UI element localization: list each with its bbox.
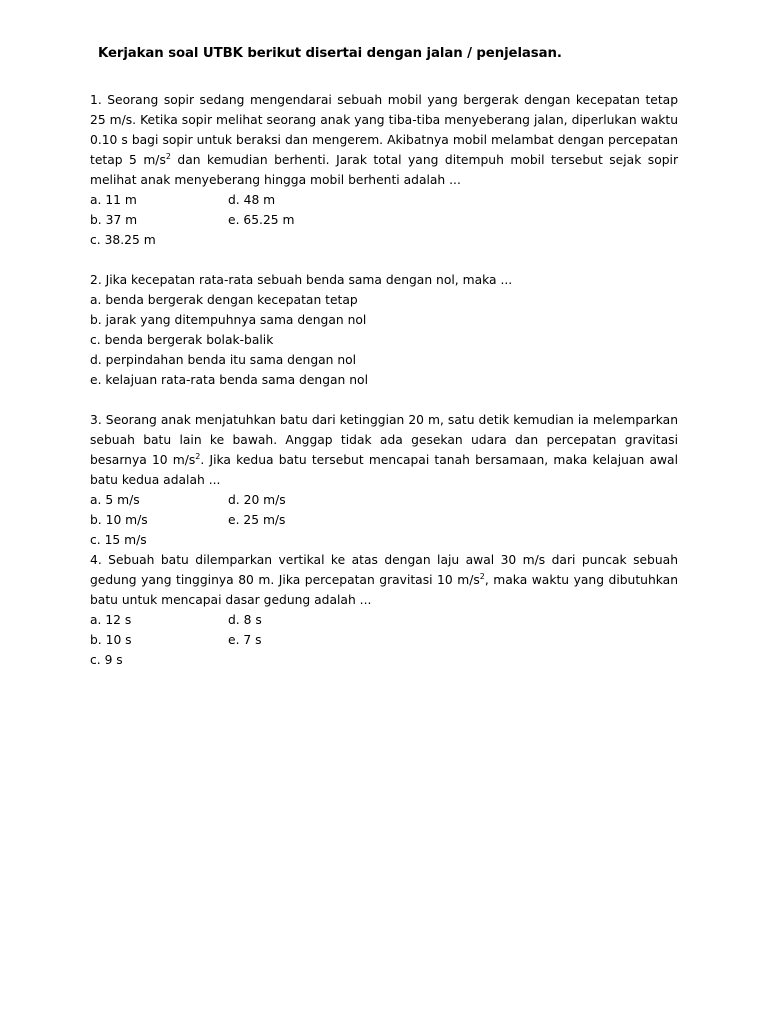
question-2-option-d: d. perpindahan benda itu sama dengan nol xyxy=(90,353,357,367)
question-4-option-c: c. 9 s xyxy=(90,653,123,667)
question-4-superscript: 2 xyxy=(479,572,485,581)
question-4-option-d: d. 8 s xyxy=(228,613,262,627)
question-2-stem: 2. Jika kecepatan rata-rata sebuah benda sama dengan nol, maka ... xyxy=(90,273,513,287)
question-1-options xyxy=(90,190,678,250)
question-4-stem-text-a: 4. Sebuah batu dilemparkan vertikal ke atas dengan laju awal 30 m/s dari puncak sebuah gedung yang tingginya 80 m. Jika percepatan gravitasi 10 m/s xyxy=(90,553,678,587)
question-1-stem xyxy=(90,90,678,190)
question-1-option-d: d. 48 m xyxy=(228,193,276,207)
question-4 xyxy=(90,550,678,670)
question-4-options xyxy=(90,610,678,670)
question-4-stem-text-b: , maka waktu yang dibutuhkan batu untuk mencapai dasar gedung adalah ... xyxy=(90,573,678,607)
question-1-option-e: e. 65.25 m xyxy=(228,213,295,227)
question-3-option-b: b. 10 m/s xyxy=(90,513,148,527)
question-3-stem xyxy=(90,410,678,490)
question-2-option-a: a. benda bergerak dengan kecepatan tetap xyxy=(90,293,358,307)
question-2-option-b: b. jarak yang ditempuhnya sama dengan nol xyxy=(90,313,367,327)
question-4-stem xyxy=(90,550,678,610)
question-3-superscript: 2 xyxy=(195,452,201,461)
page-title: Kerjakan soal UTBK berikut disertai dengan jalan / penjelasan. xyxy=(98,46,562,61)
question-2-option-e: e. kelajuan rata-rata benda sama dengan nol xyxy=(90,373,368,387)
question-1-stem-text-b: dan kemudian berhenti. Jarak total yang ditempuh mobil tersebut sejak sopir melihat anak menyeberang hingga mobil berhenti adalah ... xyxy=(90,153,678,187)
question-1-stem-text-a: 1. Seorang sopir sedang mengendarai sebuah mobil yang bergerak dengan kecepatan tetap 25 m/s. Ketika sopir melihat seorang anak yang tiba-tiba menyeberang jalan, diperlukan waktu 0.10 s bagi sopir untuk beraksi dan mengerem. Akibatnya mobil melambat dengan percepatan tetap 5 m/s xyxy=(90,93,678,167)
question-4-option-b: b. 10 s xyxy=(90,633,132,647)
question-3-options xyxy=(90,490,678,550)
question-2 xyxy=(90,270,678,390)
question-4-option-a: a. 12 s xyxy=(90,613,132,627)
question-3-stem-text-a: 3. Seorang anak menjatuhkan batu dari ketinggian 20 m, satu detik kemudian ia melemparkan sebuah batu lain ke bawah. Anggap tidak ada gesekan udara dan percepatan gravitasi besarnya 10 m/s xyxy=(90,413,678,467)
question-3-option-a: a. 5 m/s xyxy=(90,493,140,507)
question-1-superscript: 2 xyxy=(165,152,171,161)
question-2-options xyxy=(90,290,678,390)
question-3-stem-text-b: . Jika kedua batu tersebut mencapai tanah bersamaan, maka kelajuan awal batu kedua adalah ... xyxy=(90,453,678,487)
question-1-option-a: a. 11 m xyxy=(90,193,137,207)
question-1-option-c: c. 38.25 m xyxy=(90,233,156,247)
question-3 xyxy=(90,410,678,550)
question-3-option-c: c. 15 m/s xyxy=(90,533,147,547)
question-2-option-c: c. benda bergerak bolak-balik xyxy=(90,333,274,347)
question-3-option-d: d. 20 m/s xyxy=(228,493,286,507)
question-4-option-e: e. 7 s xyxy=(228,633,262,647)
question-1 xyxy=(90,90,678,250)
question-3-option-e: e. 25 m/s xyxy=(228,513,286,527)
question-1-option-b: b. 37 m xyxy=(90,213,138,227)
